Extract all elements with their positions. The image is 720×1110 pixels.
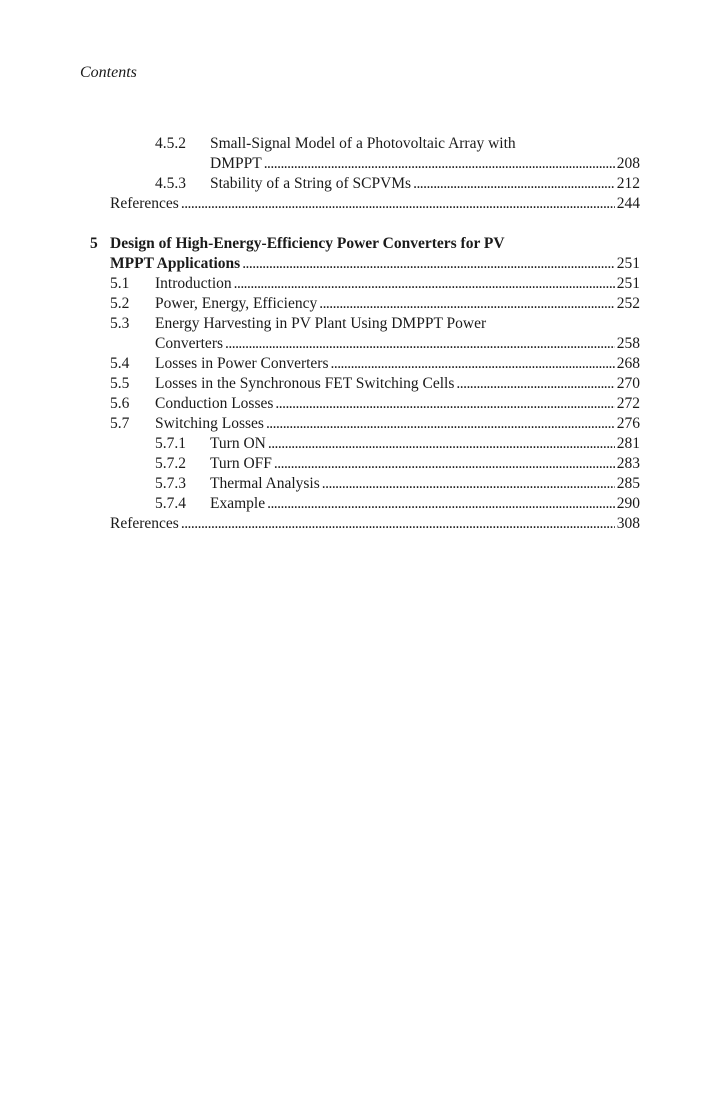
- page-number: 276: [616, 415, 640, 432]
- references-title: References: [110, 195, 179, 212]
- section-title: Losses in Power Converters: [155, 355, 329, 372]
- toc-chapter-5-line-1[interactable]: [0, 234, 720, 254]
- section-number: 5.7.1: [155, 435, 186, 452]
- page-number: 258: [616, 335, 640, 352]
- toc-entry-5-2[interactable]: [0, 294, 720, 314]
- dot-leader: [181, 194, 615, 214]
- toc-entry-5-4[interactable]: [0, 354, 720, 374]
- dot-leader: [275, 394, 614, 414]
- section-title: Stability of a String of SCPVMs: [210, 175, 412, 192]
- toc-entry-4-5-2-line-1[interactable]: [0, 134, 720, 154]
- dot-leader: [264, 154, 615, 174]
- section-title: Power, Energy, Efficiency: [155, 295, 318, 312]
- page-number: 308: [616, 515, 640, 532]
- section-title: Energy Harvesting in PV Plant Using DMPPT Power: [155, 315, 487, 332]
- toc-entry-4-5-3[interactable]: [0, 174, 720, 194]
- page-number: 212: [616, 175, 640, 192]
- section-number: 5.2: [110, 295, 130, 312]
- section-title: Turn OFF: [210, 455, 272, 472]
- section-title: Introduction: [155, 275, 232, 292]
- section-title: Switching Losses: [155, 415, 264, 432]
- section-title: Turn ON: [210, 435, 266, 452]
- dot-leader: [413, 174, 615, 194]
- running-header: Contents: [80, 64, 137, 81]
- dot-leader: [331, 354, 615, 374]
- chapter-title: Design of High-Energy-Efficiency Power Converters for PV: [110, 235, 505, 252]
- chapter-title-continued: MPPT Applications: [110, 255, 241, 272]
- dot-leader: [242, 254, 615, 274]
- toc-entry-5-7-1[interactable]: [0, 434, 720, 454]
- dot-leader: [322, 474, 615, 494]
- toc-entry-5-6[interactable]: [0, 394, 720, 414]
- chapter-number: 5: [90, 235, 98, 252]
- section-number: 5.7.2: [155, 455, 186, 472]
- section-title: Example: [210, 495, 266, 512]
- page-number: 268: [616, 355, 640, 372]
- toc-entry-5-5[interactable]: [0, 374, 720, 394]
- section-number: 4.5.2: [155, 135, 186, 152]
- page-number: 270: [616, 375, 640, 392]
- section-title-continued: DMPPT: [210, 155, 262, 172]
- page-number: 285: [616, 475, 640, 492]
- toc-entry-5-3-line-1[interactable]: [0, 314, 720, 334]
- page-number: 281: [616, 435, 640, 452]
- references-title: References: [110, 515, 179, 532]
- section-number: 5.4: [110, 355, 130, 372]
- toc-entry-references-ch5[interactable]: [0, 514, 720, 534]
- dot-leader: [234, 274, 615, 294]
- section-title-continued: Converters: [155, 335, 224, 352]
- toc-entry-5-1[interactable]: [0, 274, 720, 294]
- toc-entry-5-7-4[interactable]: [0, 494, 720, 514]
- section-number: 5.1: [110, 275, 130, 292]
- section-title: Conduction Losses: [155, 395, 274, 412]
- dot-leader: [274, 454, 615, 474]
- toc-entry-4-5-2-line-2[interactable]: [0, 154, 720, 174]
- toc-entry-5-7-3[interactable]: [0, 474, 720, 494]
- dot-leader: [266, 414, 615, 434]
- page-number: 251: [616, 255, 640, 272]
- page-number: 208: [616, 155, 640, 172]
- page-number: 290: [616, 495, 640, 512]
- toc-chapter-5-line-2[interactable]: [0, 254, 720, 274]
- section-title: Thermal Analysis: [210, 475, 320, 492]
- section-title: Losses in the Synchronous FET Switching Cells: [155, 375, 455, 392]
- spacer: [0, 214, 720, 234]
- section-number: 5.7.4: [155, 495, 186, 512]
- section-number: 5.5: [110, 375, 130, 392]
- section-title: Small-Signal Model of a Photovoltaic Array with: [210, 135, 516, 152]
- section-number: 5.3: [110, 315, 130, 332]
- toc-entry-5-7-2[interactable]: [0, 454, 720, 474]
- section-number: 5.7.3: [155, 475, 186, 492]
- section-number: 5.7: [110, 415, 130, 432]
- section-number: 4.5.3: [155, 175, 186, 192]
- toc-entry-5-7[interactable]: [0, 414, 720, 434]
- page-number: 244: [616, 195, 640, 212]
- page-number: 283: [616, 455, 640, 472]
- page-number: 272: [616, 395, 640, 412]
- dot-leader: [267, 494, 615, 514]
- dot-leader: [456, 374, 614, 394]
- dot-leader: [225, 334, 615, 354]
- toc-entry-5-3-line-2[interactable]: [0, 334, 720, 354]
- page-number: 252: [616, 295, 640, 312]
- table-of-contents: [0, 134, 720, 534]
- page-number: 251: [616, 275, 640, 292]
- dot-leader: [181, 514, 615, 534]
- dot-leader: [268, 434, 615, 454]
- dot-leader: [319, 294, 615, 314]
- toc-entry-references-ch4[interactable]: [0, 194, 720, 214]
- section-number: 5.6: [110, 395, 130, 412]
